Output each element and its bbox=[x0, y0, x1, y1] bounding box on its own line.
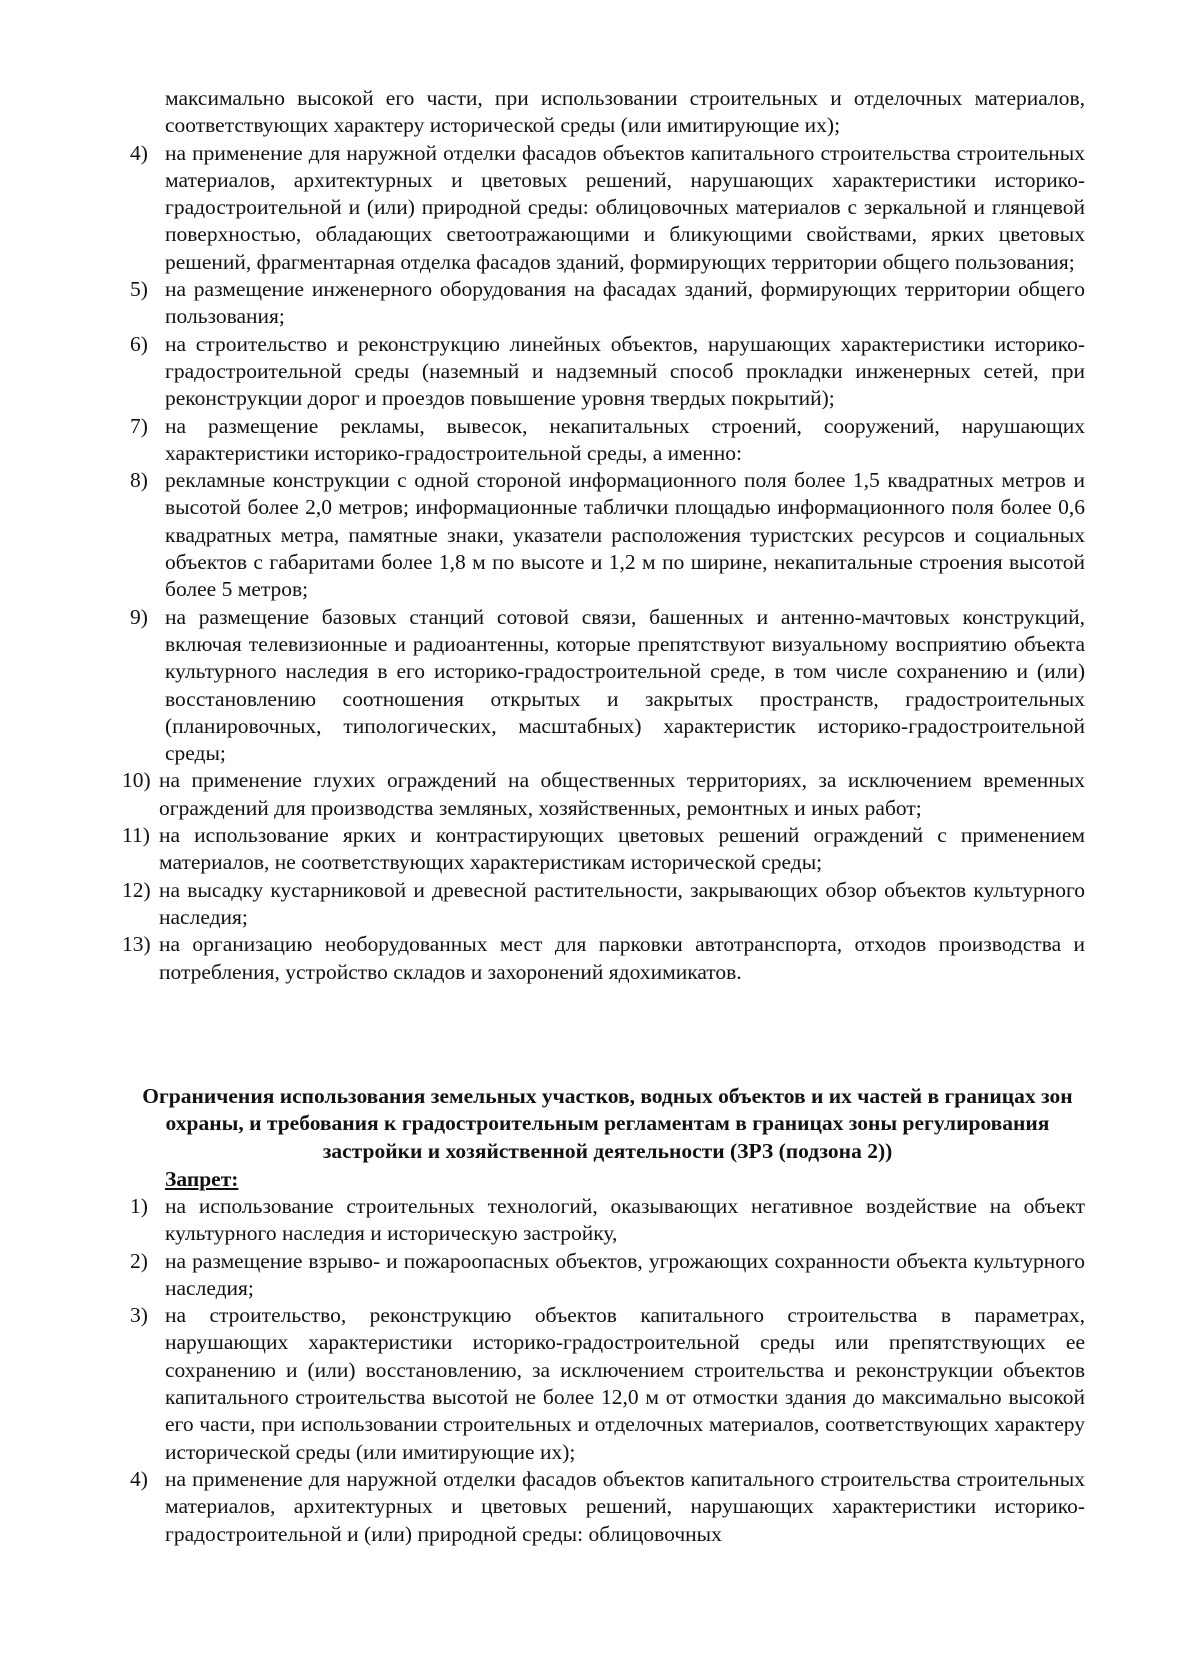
item-number: 11) bbox=[122, 823, 150, 848]
ban-label: Запрет: bbox=[165, 1167, 239, 1191]
item-text: на размещение инженерного оборудования на фасадах зданий, формирующих территории общего пользования; bbox=[165, 277, 1085, 329]
continuation-paragraph: максимально высокой его части, при использовании строительных и отделочных материалов, соответствующих характеру исторической среды (или имитирующие их); bbox=[165, 86, 1085, 138]
item-number: 3) bbox=[130, 1303, 148, 1328]
list-item bbox=[130, 413, 1085, 468]
item-number: 13) bbox=[122, 932, 151, 957]
list-item bbox=[130, 1302, 1085, 1466]
item-text: на организацию необорудованных мест для парковки автотранспорта, отходов производства и потребления, устройство складов и захоронений ядохимикатов. bbox=[159, 932, 1085, 984]
list-item bbox=[130, 604, 1085, 768]
item-number: 10) bbox=[122, 768, 151, 793]
item-text: на размещение рекламы, вывесок, некапитальных строений, сооружений, нарушающих характеристики историко-градостроительной среды, а именно: bbox=[165, 413, 1085, 465]
item-text: на размещение базовых станций сотовой связи, башенных и антенно-мачтовых конструкций, включая телевизионные и радиоантенны, которые препятствуют визуальному восприятию объекта культурного наследия в его историко-градостроительной среде, в том числе сохранению и (или) восстановлению соотношения открытых и закрытых пространств, градостроительных (планировочных, типологических, масштабных) характеристик историко-градостроительной среды; bbox=[165, 604, 1085, 766]
list-item bbox=[130, 276, 1085, 331]
item-text: на применение для наружной отделки фасадов объектов капитального строительства строительных материалов, архитектурных и цветовых решений, нарушающих характеристики историко-градостроительной и (или) природной среды: облицовочных bbox=[165, 1466, 1085, 1546]
list-item bbox=[122, 931, 1085, 986]
item-number: 1) bbox=[130, 1194, 148, 1218]
item-number: 12) bbox=[122, 877, 151, 902]
list-item bbox=[130, 1248, 1085, 1303]
list-item bbox=[130, 1193, 1085, 1248]
top-text-block bbox=[122, 85, 1085, 986]
item-number: 7) bbox=[130, 413, 148, 438]
item-number: 5) bbox=[130, 277, 148, 302]
item-text: на строительство, реконструкцию объектов капитального строительства в параметрах, нарушающих характеристики историко-градостроительной среды или препятствующих ее сохранению и (или) восстановлению, за исключением строительства и реконструкции объектов капитального строительства высотой не более 12,0 м от отмостки здания до максимально высокой его части, при использовании строительных и отделочных материалов, соответствующих характеру исторической среды (или имитирующие их); bbox=[165, 1303, 1085, 1464]
list-item bbox=[122, 767, 1085, 822]
item-text: рекламные конструкции с одной стороной информационного поля более 1,5 квадратных метров и высотой более 2,0 метров; информационные таблички площадью информационного поля более 0,6 квадратных метра, памятные знаки, указатели расположения туристских ресурсов и социальных объектов с габаритами более 1,8 м по высоте и 1,2 м по ширине, некапитальные строения высотой более 5 метров; bbox=[165, 468, 1085, 602]
list-item bbox=[130, 140, 1085, 276]
item-number: 2) bbox=[130, 1248, 148, 1273]
item-text: на высадку кустарниковой и древесной растительности, закрывающих обзор объектов культурного наследия; bbox=[159, 877, 1085, 929]
list-item bbox=[122, 822, 1085, 877]
list-item bbox=[130, 467, 1085, 603]
section-heading: Ограничения использования земельных участков, водных объектов и их частей в границах зон охраны, и требования к градостроительным регламентам в границах зоны регулирования застройки и хозяйственной деятельности (ЗРЗ (подзона 2)) bbox=[142, 1084, 1073, 1163]
item-number: 8) bbox=[130, 468, 148, 493]
list-item bbox=[130, 1466, 1085, 1548]
item-number: 6) bbox=[130, 331, 148, 356]
list-item bbox=[122, 877, 1085, 932]
item-text: на использование ярких и контрастирующих цветовых решений ограждений с применением материалов, не соответствующих характеристикам исторической среды; bbox=[159, 823, 1085, 875]
item-text: на размещение взрыво- и пожароопасных объектов, угрожающих сохранности объекта культурного наследия; bbox=[165, 1248, 1085, 1300]
item-number: 4) bbox=[130, 1466, 148, 1491]
item-text: на строительство и реконструкцию линейных объектов, нарушающих характеристики историко-градостроительной среды (наземный и надземный способ прокладки инженерных сетей, при реконструкции дорог и проездов повышение уровня твердых покрытий); bbox=[165, 331, 1085, 411]
bottom-text-block bbox=[130, 1193, 1085, 1548]
item-number: 9) bbox=[130, 604, 148, 629]
item-text: на использование строительных технологий, оказывающих негативное воздействие на объект культурного наследия и историческую застройку, bbox=[165, 1194, 1085, 1246]
item-number: 4) bbox=[130, 140, 148, 165]
item-text: на применение для наружной отделки фасадов объектов капитального строительства строительных материалов, архитектурных и цветовых решений, нарушающих характеристики историко-градостроительной и (или) природной среды: облицовочных материалов с зеркальной и глянцевой поверхностью, обладающих светоотражающими и бликующими свойствами, ярких цветовых решений, фрагментарная отделка фасадов зданий, формирующих территории общего пользования; bbox=[165, 140, 1085, 274]
list-item bbox=[130, 331, 1085, 413]
item-text: на применение глухих ограждений на общественных территориях, за исключением временных ограждений для производства земляных, хозяйственных, ремонтных и иных работ; bbox=[159, 768, 1085, 820]
